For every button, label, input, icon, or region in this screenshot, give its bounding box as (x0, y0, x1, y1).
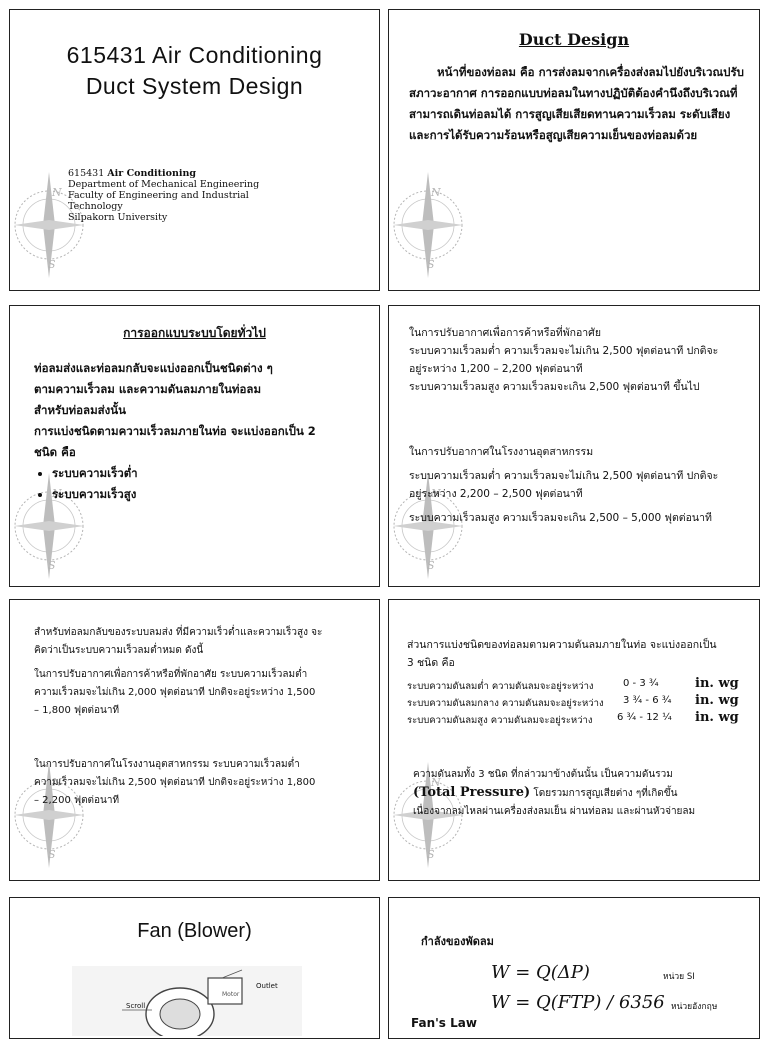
pressure-row-range: 3 ¾ - 6 ¾ (623, 695, 672, 706)
title-line-1: 615431 Air Conditioning (66, 42, 323, 68)
body-line: ระบบความเร็วลมต่ำ ความเร็วลมจะไม่เกิน 2,500 ฟุตต่อนาที ปกติจะ (409, 345, 719, 357)
body-line: ชนิด คือ (34, 445, 76, 459)
slide-heading: กำลังของพัดลม (421, 935, 494, 948)
body-line: เนื่องจากลมไหลผ่านเครื่องส่งลมเย็น ผ่านท่อลม และผ่านหัวจ่ายลม (413, 806, 696, 817)
blower-diagram (72, 966, 302, 1036)
pressure-row-range: 6 ¾ - 12 ¼ (617, 712, 672, 723)
pressure-row-label: ระบบความดันลมกลาง ความดันลมจะอยู่ระหว่าง (407, 698, 604, 709)
outlet-label: Outlet (256, 982, 278, 990)
unit-label: หน่วย SI (663, 972, 695, 982)
body-line: ระบบความเร็วลมสูง ความเร็วลมจะเกิน 2,500 ฟุตต่อนาที ขึ้นไป (409, 381, 700, 393)
industrial-block (409, 443, 751, 527)
slide-heading: การออกแบบระบบโดยทั่วไป (123, 326, 266, 340)
pressure-row-label: ระบบความดันลมสูง ความดันลมจะอยู่ระหว่าง (407, 715, 593, 726)
slide-fan-power (388, 897, 760, 1039)
department: Department of Mechanical Engineering (68, 179, 260, 190)
slide-title-heading (10, 40, 379, 102)
slide-body (34, 624, 371, 810)
body-line: ระบบความเร็วลมสูง ความเร็วลมจะเกิน 2,500 – 5,000 ฟุตต่อนาที (409, 512, 712, 524)
body-line: – 2,200 ฟุตต่อนาที (34, 795, 120, 806)
body-line: 3 ชนิด คือ (407, 657, 455, 669)
slide-fan (9, 897, 380, 1039)
pressure-row-unit: in. wg (695, 676, 739, 691)
course-meta (68, 168, 259, 223)
body-line: ตามความเร็วลม และความดันลมภายในท่อลม (34, 382, 262, 396)
total-pressure-term: (Total Pressure) (413, 785, 531, 800)
residential-block (409, 324, 751, 396)
pressure-row-unit: in. wg (695, 693, 739, 708)
slide-velocity-systems (388, 305, 760, 587)
bullet-list (34, 463, 369, 505)
body-line: สำหรับท่อลมกลับของระบบลมส่ง ที่มีความเร็วต่ำและความเร็วสูง จะ (34, 627, 323, 638)
block-heading: ในการปรับอากาศในโรงงานอุตสาหกรรม (409, 446, 594, 458)
university: Silpakorn University (68, 212, 168, 223)
fan-power-formula-si: W = Q(ΔP) (491, 962, 590, 983)
pressure-row-unit: in. wg (695, 710, 739, 725)
body-line: ในการปรับอากาศเพื่อการค้าหรือที่พักอาศัย ระบบความเร็วลมต่ำ (34, 669, 308, 680)
body-line: ส่วนการแบ่งชนิดของท่อลมตามความดันลมภายในท่อ จะแบ่งออกเป็น (407, 639, 717, 651)
slide-title (9, 9, 380, 291)
body-line: – 1,800 ฟุตต่อนาที (34, 705, 120, 716)
body-line: โดยรวมการสูญเสียต่าง ๆที่เกิดขึ้น (533, 788, 678, 799)
body-line: อยู่ระหว่าง 2,200 – 2,500 ฟุตต่อนาที (409, 488, 583, 500)
svg-text:Motor: Motor (222, 991, 240, 998)
total-pressure-note (413, 766, 751, 821)
course-name: Air Conditioning (107, 168, 197, 179)
slide-general-design (9, 305, 380, 587)
slide-heading: Duct Design (518, 30, 630, 49)
fan-power-formula-english: W = Q(FTP) / 6356 (491, 992, 665, 1013)
title-line-2: Duct System Design (85, 73, 304, 99)
pressure-row-label: ระบบความดันลมต่ำ ความดันลมจะอยู่ระหว่าง (407, 681, 594, 692)
body-line: คิดว่าเป็นระบบความเร็วลมต่ำหมด ดังนี้ (34, 645, 204, 656)
pressure-intro (407, 636, 751, 672)
list-item: • ระบบความเร็วต่ำ (52, 463, 369, 484)
slide-heading: Fan (Blower) (137, 920, 252, 942)
pressure-row-range: 0 - 3 ¾ (623, 678, 659, 689)
body-line: ความดันลมทั้ง 3 ชนิด ที่กล่าวมาข้างต้นนั้น เป็นความดันรวม (413, 769, 673, 780)
block-heading: ในการปรับอากาศเพื่อการค้าหรือที่พักอาศัย (409, 327, 602, 339)
compass-icon (391, 170, 465, 280)
body-line: ความเร็วลมจะไม่เกิน 2,000 ฟุตต่อนาที ปกติจะอยู่ระหว่าง 1,500 (34, 687, 316, 698)
unit-label: หน่วยอังกฤษ (671, 1002, 718, 1012)
body-line: สำหรับท่อลมส่งนั้น (34, 403, 127, 417)
slide-body: หน้าที่ของท่อลม คือ การส่งลมจากเครื่องส่งลมไปยังบริเวณปรับสภาวะอากาศ การออกแบบท่อลมในทางปฏิบัติต้องคำนึงถึงบริเวณที่สามารถเดินท่อลมได้ การสูญเสียเสียดทานความเร็วลม ระดับเสียง และการได้รับความร้อนหรือสูญเสียความเย็นของท่อลมด้วย (409, 65, 744, 142)
slide-duct-design (388, 9, 760, 291)
slide-pressure-systems (388, 599, 760, 881)
list-item: • ระบบความเร็วสูง (52, 484, 369, 505)
faculty-line-1: Faculty of Engineering and Industrial (68, 190, 249, 201)
body-line: การแบ่งชนิดตามความเร็วลมภายในท่อ จะแบ่งออกเป็น 2 (34, 424, 316, 438)
slide-return-ducts (9, 599, 380, 881)
slide-body (34, 358, 369, 505)
faculty-line-2: Technology (68, 201, 123, 212)
body-line: ในการปรับอากาศในโรงงานอุตสาหกรรม ระบบความเร็วลมต่ำ (34, 759, 300, 770)
body-line: ระบบความเร็วลมต่ำ ความเร็วลมจะไม่เกิน 2,500 ฟุตต่อนาที ปกติจะ (409, 470, 719, 482)
course-code: 615431 (68, 168, 105, 179)
scroll-label: Scroll (126, 1002, 146, 1010)
body-line: อยู่ระหว่าง 1,200 – 2,200 ฟุตต่อนาที (409, 363, 583, 375)
body-line: ท่อลมส่งและท่อลมกลับจะแบ่งออกเป็นชนิดต่าง ๆ (34, 361, 273, 375)
body-line: ความเร็วลมจะไม่เกิน 2,500 ฟุตต่อนาที ปกติจะอยู่ระหว่าง 1,800 (34, 777, 316, 788)
fans-law-heading: Fan's Law (411, 1016, 477, 1030)
